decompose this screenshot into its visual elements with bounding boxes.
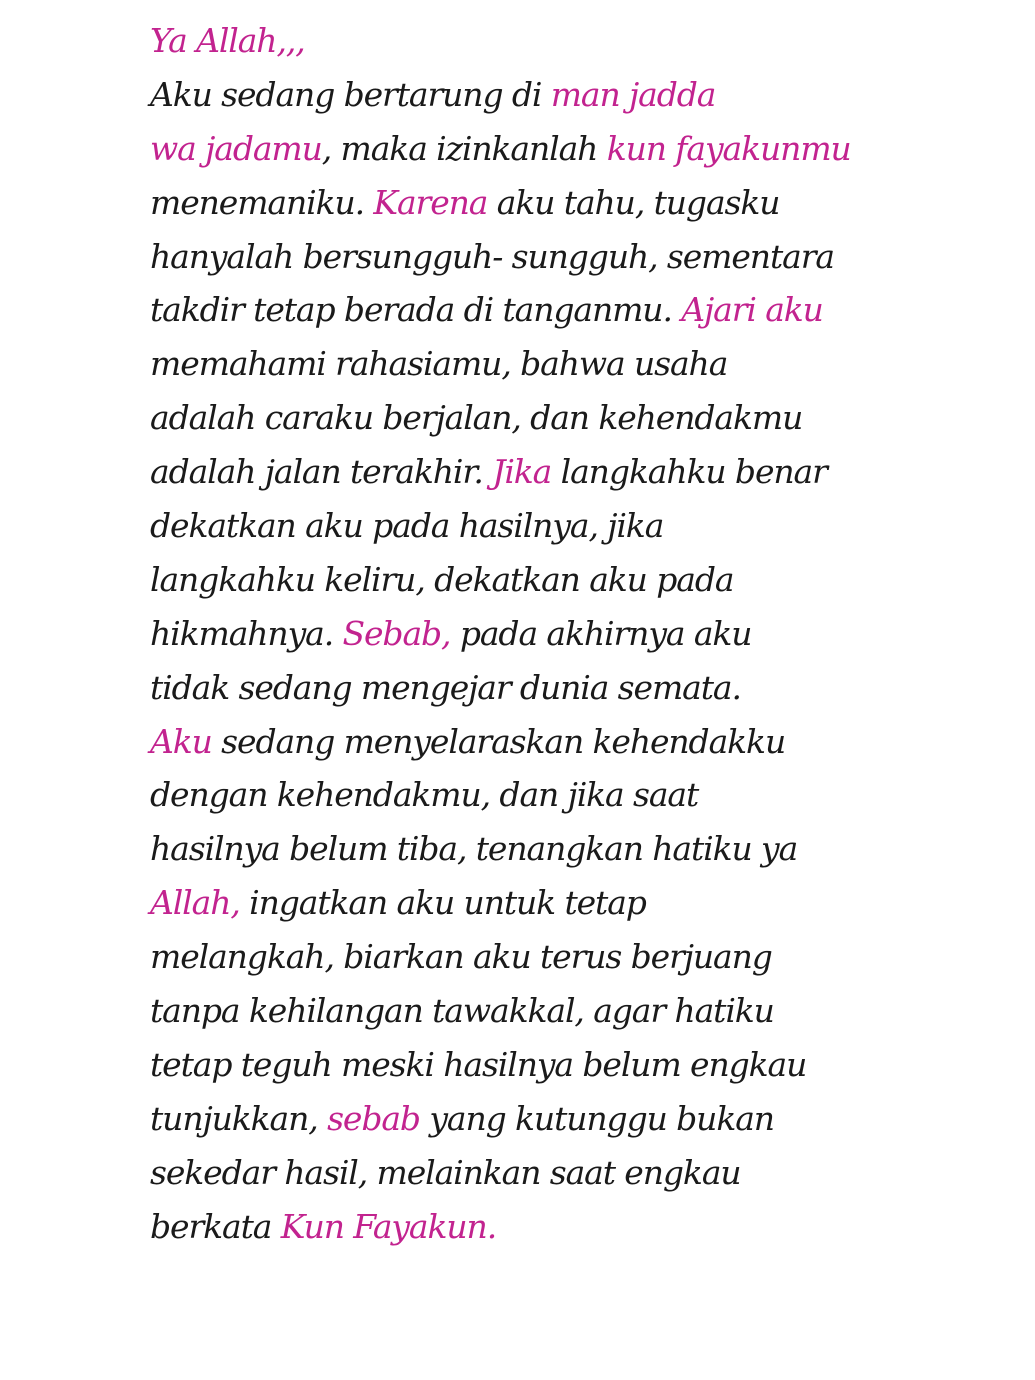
text-segment: melangkah, biarkan aku terus berjuang: [150, 937, 772, 977]
text-line: [150, 607, 1010, 661]
highlighted-phrase: Aku: [150, 721, 212, 761]
text-segment: tanpa kehilangan tawakkal, agar hatiku: [150, 991, 774, 1031]
highlighted-phrase: Karena: [373, 182, 488, 222]
text-line: [150, 1092, 1010, 1146]
text-line: [150, 1038, 1010, 1092]
text-segment: langkahku benar: [551, 452, 827, 492]
text-line: [150, 499, 1010, 553]
highlighted-phrase: kun fayakunmu: [606, 128, 851, 168]
text-segment: hasilnya belum tiba, tenangkan hatiku ya: [150, 829, 798, 869]
text-segment: yang kutunggu bukan: [419, 1098, 774, 1138]
text-line: [150, 230, 1010, 284]
text-line: [150, 1146, 1010, 1200]
text-segment: sedang menyelaraskan kehendakku: [211, 721, 786, 761]
highlighted-phrase: man jadda: [550, 74, 716, 114]
text-line: [150, 122, 1010, 176]
text-line: [150, 876, 1010, 930]
text-line: [150, 68, 1010, 122]
text-segment: dekatkan aku pada hasilnya, jika: [150, 506, 664, 546]
text-line: [150, 553, 1010, 607]
highlighted-phrase: Allah,: [150, 883, 240, 923]
text-line: [150, 337, 1010, 391]
text-segment: takdir tetap berada di tanganmu.: [150, 290, 682, 330]
text-segment: memahami rahasiamu, bahwa usaha: [150, 344, 728, 384]
text-line: [150, 768, 1010, 822]
text-segment: menemaniku.: [150, 182, 374, 222]
highlighted-phrase: wa jadamu: [150, 128, 322, 168]
text-segment: berkata: [150, 1206, 281, 1246]
text-line: [150, 1200, 1010, 1254]
text-line: [150, 283, 1010, 337]
highlighted-phrase: Ya Allah,,,: [150, 21, 305, 60]
text-line: [150, 14, 1010, 68]
text-segment: , maka izinkanlah: [321, 128, 607, 168]
text-line: [150, 822, 1010, 876]
text-segment: tidak sedang mengejar dunia semata.: [150, 667, 741, 707]
highlighted-phrase: Jika: [492, 452, 552, 492]
highlighted-phrase: Ajari aku: [681, 290, 823, 330]
text-segment: Aku sedang bertarung di: [150, 74, 551, 114]
text-segment: pada akhirnya aku: [450, 613, 752, 653]
highlighted-phrase: Sebab,: [342, 613, 451, 653]
text-segment: dengan kehendakmu, dan jika saat: [150, 775, 699, 815]
text-line: [150, 661, 1010, 715]
text-segment: langkahku keliru, dekatkan aku pada: [150, 559, 734, 599]
highlighted-phrase: Kun Fayakun.: [280, 1206, 497, 1246]
text-line: [150, 984, 1010, 1038]
prayer-text: [150, 14, 1010, 1253]
text-segment: adalah caraku berjalan, dan kehendakmu: [150, 398, 803, 438]
text-segment: hanyalah bersungguh- sungguh, sementara: [150, 236, 834, 276]
text-line: [150, 391, 1010, 445]
text-line: [150, 445, 1010, 499]
text-segment: sekedar hasil, melainkan saat engkau: [150, 1152, 741, 1192]
text-segment: aku tahu, tugasku: [487, 182, 780, 222]
text-segment: adalah jalan terakhir.: [150, 452, 493, 492]
text-segment: tetap teguh meski hasilnya belum engkau: [150, 1044, 807, 1084]
text-line: [150, 930, 1010, 984]
text-line: [150, 715, 1010, 769]
text-segment: tunjukkan,: [150, 1098, 328, 1138]
text-segment: hikmahnya.: [150, 613, 343, 653]
text-segment: ingatkan aku untuk tetap: [239, 883, 646, 923]
text-line: [150, 176, 1010, 230]
highlighted-phrase: sebab: [327, 1098, 420, 1138]
